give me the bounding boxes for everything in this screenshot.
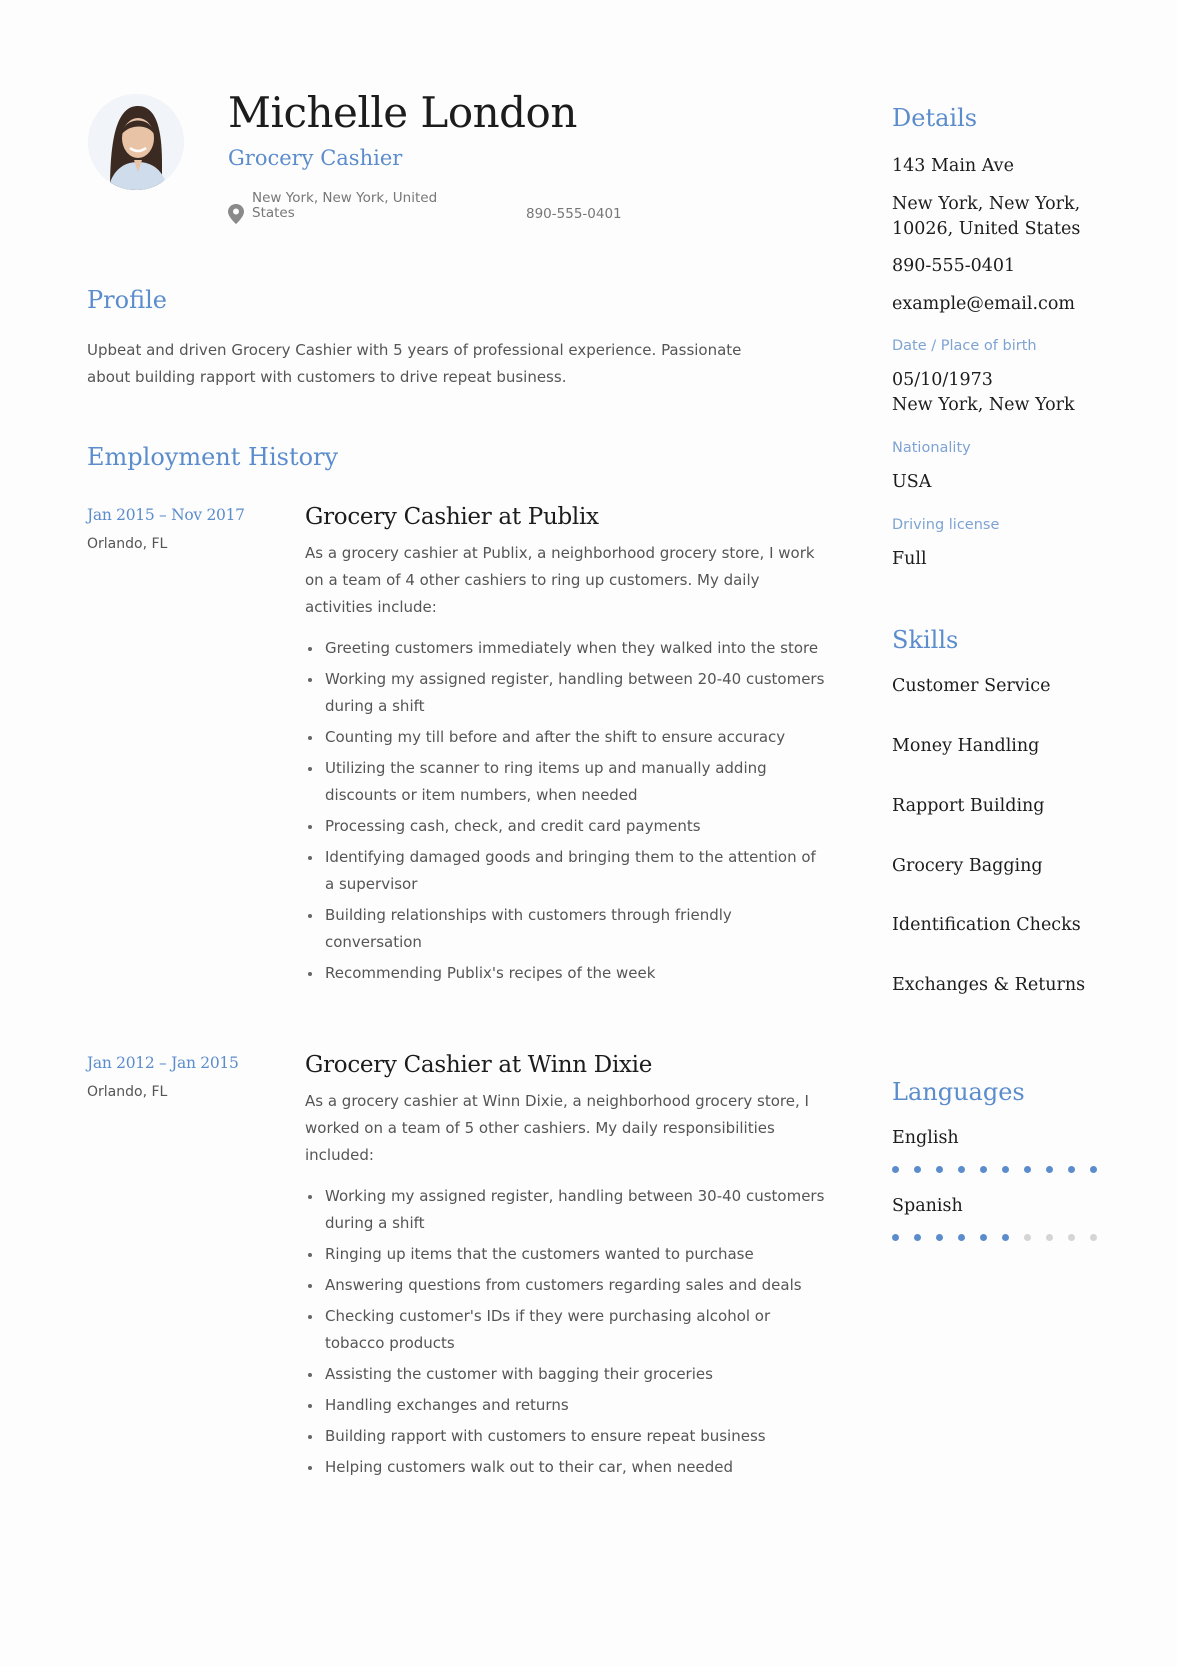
bullet-text: Recommending Publix's recipes of the week <box>325 964 656 982</box>
job-bullet <box>325 666 825 720</box>
employment-heading: Employment History <box>87 443 339 471</box>
bullet-text: Handling exchanges and returns <box>325 1396 569 1414</box>
skill-item: Rapport Building <box>892 796 1045 816</box>
map-pin-icon <box>228 204 244 224</box>
level-dot-empty <box>1046 1234 1053 1241</box>
job-bullet <box>325 960 825 987</box>
job-title: Grocery Cashier at Publix <box>305 504 599 530</box>
language-name: Spanish <box>892 1196 963 1216</box>
bullet-icon <box>308 1253 312 1257</box>
language-level-dots <box>892 1234 1132 1242</box>
candidate-phone: 890-555-0401 <box>526 206 622 222</box>
candidate-location: New York, New York, United States <box>252 190 438 221</box>
bullet-text: Ringing up items that the customers wanted to purchase <box>325 1245 754 1263</box>
job-bullet <box>325 755 825 809</box>
job-bullet <box>325 1183 825 1237</box>
job-bullets <box>305 1183 825 1481</box>
bullet-icon <box>308 856 312 860</box>
bullet-icon <box>308 914 312 918</box>
language-level-dots <box>892 1166 1132 1174</box>
details-city <box>892 192 1152 242</box>
bullet-text: Counting my till before and after the shift to ensure accuracy <box>325 728 786 746</box>
bullet-icon <box>308 1373 312 1377</box>
level-dot-empty <box>1090 1234 1097 1241</box>
bullet-icon <box>308 1404 312 1408</box>
bullet-text: Assisting the customer with bagging their groceries <box>325 1365 713 1383</box>
detail-email[interactable]: example@email.com <box>892 294 1075 314</box>
job-bullet <box>325 902 825 956</box>
birth-place: New York, New York <box>892 395 1075 415</box>
bullet-icon <box>308 678 312 682</box>
bullet-icon <box>308 647 312 651</box>
license-label: Driving license <box>892 517 1000 533</box>
job-bullet <box>325 1423 825 1450</box>
bullet-text: Answering questions from customers regarding sales and deals <box>325 1276 802 1294</box>
address-line-2: New York, New York, <box>892 194 1081 214</box>
details-address <box>892 154 1152 179</box>
candidate-title: Grocery Cashier <box>228 146 403 170</box>
level-dot-filled <box>892 1234 899 1241</box>
level-dot-filled <box>1002 1166 1009 1173</box>
nationality-value: USA <box>892 472 932 492</box>
birth-date: 05/10/1973 <box>892 370 993 390</box>
job-dates: Jan 2012 – Jan 2015 <box>87 1054 239 1072</box>
job-bullet <box>325 844 825 898</box>
level-dot-filled <box>914 1234 921 1241</box>
job-description: As a grocery cashier at Winn Dixie, a neighborhood grocery store, I worked on a team of 5 other cashiers. My daily responsibilities included: <box>305 1092 809 1164</box>
details-heading: Details <box>892 104 978 132</box>
skill-item: Identification Checks <box>892 915 1081 935</box>
detail-phone: 890-555-0401 <box>892 256 1016 276</box>
job-bullet <box>325 1361 825 1388</box>
license-value: Full <box>892 549 927 569</box>
level-dot-filled <box>1002 1234 1009 1241</box>
job-bullet <box>325 1454 825 1481</box>
details-phone <box>892 254 1152 279</box>
details-birth-values <box>892 368 1152 418</box>
skill-item: Grocery Bagging <box>892 856 1043 876</box>
job-location: Orlando, FL <box>87 1084 168 1100</box>
job-title: Grocery Cashier at Winn Dixie <box>305 1052 653 1078</box>
bullet-icon <box>308 767 312 771</box>
bullet-text: Working my assigned register, handling between 20-40 customers during a shift <box>325 670 825 715</box>
bullet-icon <box>308 1466 312 1470</box>
level-dot-empty <box>1024 1234 1031 1241</box>
level-dot-filled <box>892 1166 899 1173</box>
level-dot-filled <box>1024 1166 1031 1173</box>
bullet-text: Checking customer's IDs if they were purchasing alcohol or tobacco products <box>325 1307 771 1352</box>
details-license <box>892 517 1152 533</box>
level-dot-filled <box>1046 1166 1053 1173</box>
level-dot-filled <box>980 1166 987 1173</box>
details-nationality <box>892 440 1152 456</box>
job-bullet <box>325 724 825 751</box>
level-dot-filled <box>914 1166 921 1173</box>
level-dot-filled <box>958 1166 965 1173</box>
level-dot-filled <box>980 1234 987 1241</box>
job-description: As a grocery cashier at Publix, a neighborhood grocery store, I work on a team of 4 other cashiers to ring up customers. My daily activities include: <box>305 544 815 616</box>
bullet-icon <box>308 1284 312 1288</box>
bullet-text: Building rapport with customers to ensure repeat business <box>325 1427 766 1445</box>
job-location: Orlando, FL <box>87 536 168 552</box>
skills-heading: Skills <box>892 626 959 654</box>
level-dot-filled <box>958 1234 965 1241</box>
bullet-text: Utilizing the scanner to ring items up and manually adding discounts or item numbers, when needed <box>325 759 767 804</box>
details-license-value <box>892 547 1152 572</box>
nationality-label: Nationality <box>892 440 971 456</box>
profile-heading: Profile <box>87 286 167 314</box>
job-bullet <box>325 635 825 662</box>
bullet-text: Working my assigned register, handling between 30-40 customers during a shift <box>325 1187 825 1232</box>
avatar <box>88 94 184 190</box>
candidate-name: Michelle London <box>228 88 577 137</box>
address-line-3: 10026, United States <box>892 219 1081 239</box>
bullet-text: Helping customers walk out to their car, when needed <box>325 1458 733 1476</box>
bullet-text: Building relationships with customers through friendly conversation <box>325 906 732 951</box>
bullet-icon <box>308 1315 312 1319</box>
level-dot-filled <box>1090 1166 1097 1173</box>
job-bullet <box>325 1241 825 1268</box>
job-bullet <box>325 1303 825 1357</box>
person-portrait-icon <box>88 94 184 190</box>
bullet-text: Greeting customers immediately when they walked into the store <box>325 639 819 657</box>
birth-label: Date / Place of birth <box>892 338 1037 354</box>
job-dates: Jan 2015 – Nov 2017 <box>87 506 245 524</box>
details-email <box>892 292 1152 317</box>
profile-summary: Upbeat and driven Grocery Cashier with 5 years of professional experience. Passionate about building rapport with customers to drive repeat business. <box>87 341 742 386</box>
level-dot-filled <box>1068 1166 1075 1173</box>
bullet-icon <box>308 972 312 976</box>
job-bullet <box>325 813 825 840</box>
bullet-icon <box>308 1435 312 1439</box>
details-birth <box>892 338 1152 354</box>
details-nationality-value <box>892 470 1152 495</box>
skill-item: Customer Service <box>892 676 1051 696</box>
bullet-icon <box>308 1195 312 1199</box>
bullet-text: Identifying damaged goods and bringing them to the attention of a supervisor <box>325 848 816 893</box>
address-line-1: 143 Main Ave <box>892 156 1014 176</box>
level-dot-empty <box>1068 1234 1075 1241</box>
level-dot-filled <box>936 1166 943 1173</box>
job-bullet <box>325 1392 825 1419</box>
job-bullets <box>305 635 825 987</box>
bullet-text: Processing cash, check, and credit card payments <box>325 817 701 835</box>
skill-item: Exchanges & Returns <box>892 975 1086 995</box>
skill-item: Money Handling <box>892 736 1040 756</box>
languages-heading: Languages <box>892 1078 1025 1106</box>
level-dot-filled <box>936 1234 943 1241</box>
language-name: English <box>892 1128 959 1148</box>
bullet-icon <box>308 825 312 829</box>
bullet-icon <box>308 736 312 740</box>
job-bullet <box>325 1272 825 1299</box>
